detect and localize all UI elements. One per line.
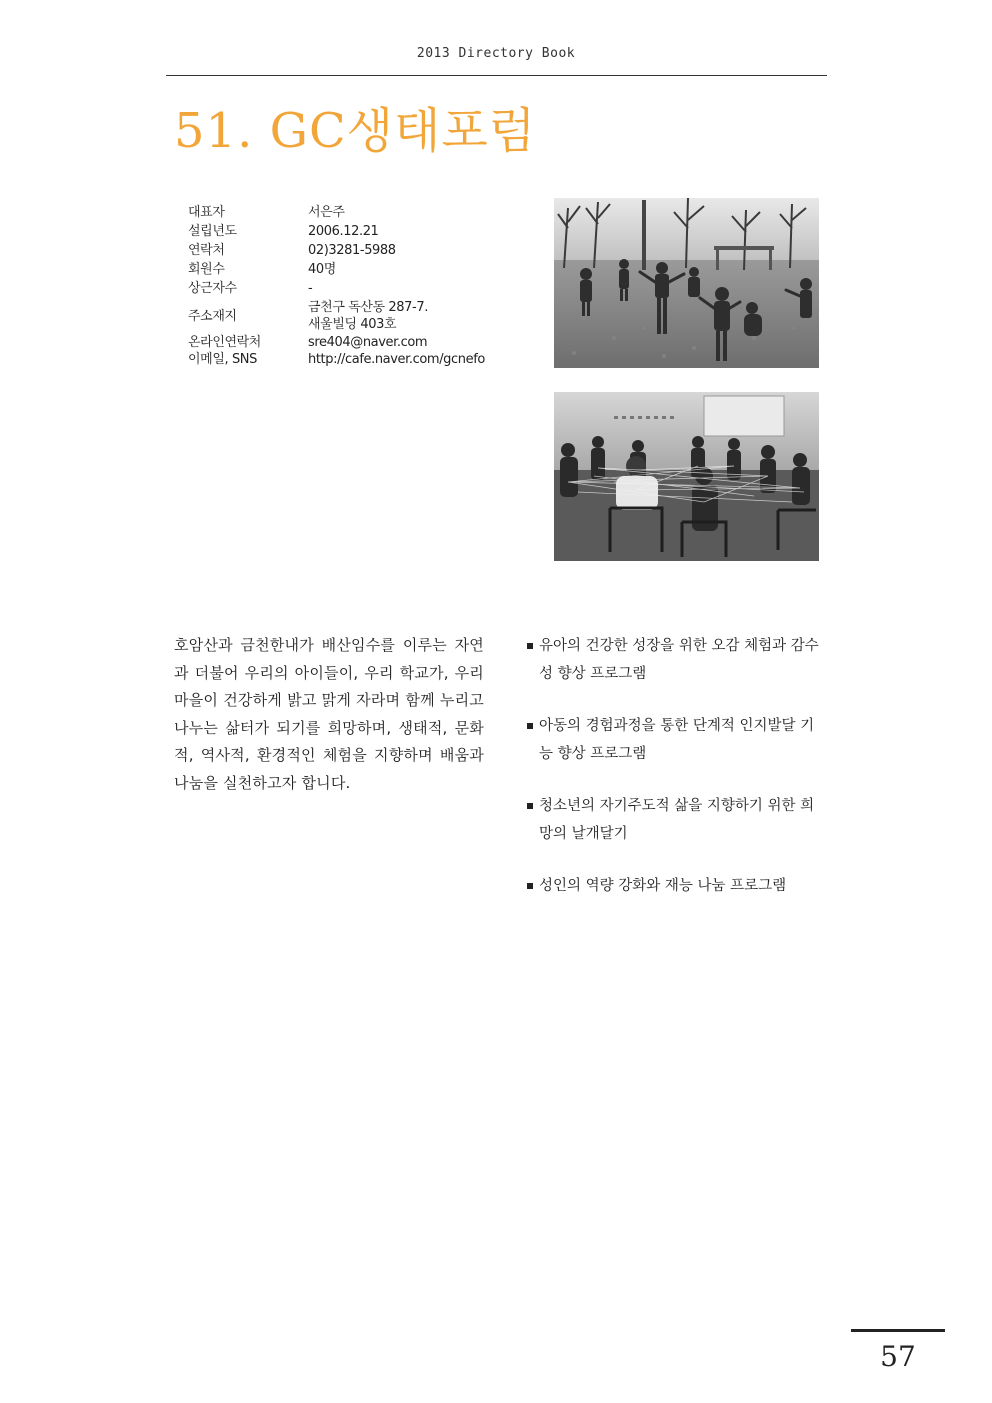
info-label: 대표자 <box>188 205 225 220</box>
info-label: 주소재지 <box>188 308 237 324</box>
info-label: 이메일, SNS <box>188 352 257 367</box>
info-label: 상근자수 <box>188 281 237 296</box>
info-row-online <box>188 334 528 368</box>
program-text: 청소년의 자기주도적 삶을 지향하기 위한 희망의 날개달기 <box>539 798 815 842</box>
page-title: 51. GC생태포럼 <box>174 103 537 159</box>
page-number-rule <box>851 1329 945 1332</box>
info-row-representative <box>188 203 528 222</box>
page-number: 57 <box>880 1340 916 1373</box>
square-bullet-icon <box>527 723 533 729</box>
square-bullet-icon <box>527 883 533 889</box>
info-value: - <box>308 281 313 296</box>
online-values <box>308 334 528 368</box>
program-item <box>527 792 827 848</box>
cafe-link[interactable]: http://cafe.naver.com/gcnefo <box>308 352 485 367</box>
program-text: 성인의 역량 강화와 재능 나눔 프로그램 <box>539 878 787 894</box>
square-bullet-icon <box>527 803 533 809</box>
info-value: 서은주 <box>308 205 345 220</box>
running-header: 2013 Directory Book <box>416 46 576 61</box>
info-label: 연락처 <box>188 243 225 258</box>
info-value: 02)3281-5988 <box>308 243 396 258</box>
program-text: 유아의 건강한 성장을 위한 오감 체험과 감수성 향상 프로그램 <box>539 638 819 682</box>
online-labels <box>188 334 308 368</box>
photo-outdoor-activity <box>554 198 819 368</box>
info-row-members <box>188 260 528 279</box>
email-link[interactable]: sre404@naver.com <box>308 335 428 350</box>
address-value <box>308 299 528 333</box>
info-value: 2006.12.21 <box>308 224 379 239</box>
address-line: 금천구 독산동 287-7. <box>308 300 428 315</box>
program-list <box>527 632 827 924</box>
organization-description: 호암산과 금천한내가 배산임수를 이루는 자연과 더불어 우리의 아이들이, 우리 학교가, 우리 마을이 건강하게 밝고 맑게 자라며 함께 누리고 나누는 삶터가 되기를 희망하며, 생태적, 문화적, 역사적, 환경적인 체험을 지향하며 배움과 나눔을 실천하고자 합니다. <box>174 636 484 792</box>
address-line: 새울빌딩 403호 <box>308 317 397 332</box>
info-row-address <box>188 299 528 333</box>
program-item <box>527 712 827 768</box>
program-item <box>527 872 827 900</box>
info-row-founded <box>188 222 528 241</box>
photo-indoor-workshop <box>554 392 819 561</box>
header-rule <box>166 75 827 76</box>
square-bullet-icon <box>527 643 533 649</box>
info-label: 설립년도 <box>188 224 237 239</box>
info-row-staff <box>188 279 528 298</box>
info-row-phone <box>188 241 528 260</box>
info-label: 회원수 <box>188 262 225 277</box>
photo-outdoor-illustration <box>554 198 819 368</box>
organization-info <box>188 203 528 368</box>
photo-indoor-illustration <box>554 392 819 561</box>
program-item <box>527 632 827 688</box>
info-value: 40명 <box>308 262 336 277</box>
info-label: 온라인연락처 <box>188 335 261 350</box>
program-text: 아동의 경험과정을 통한 단계적 인지발달 기능 향상 프로그램 <box>539 718 815 762</box>
